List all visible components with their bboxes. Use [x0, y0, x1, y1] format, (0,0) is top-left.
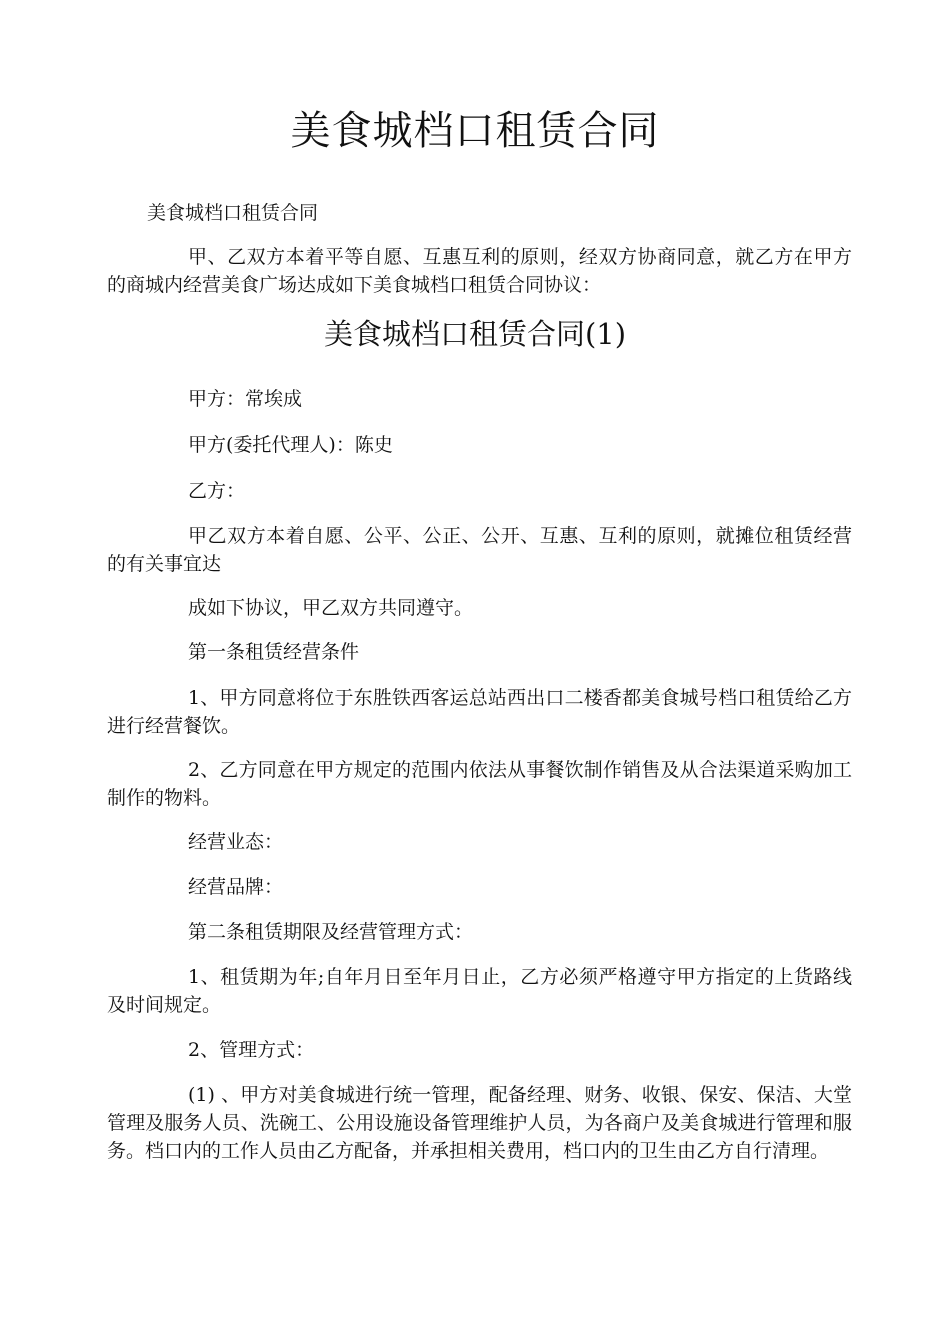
party-a: 甲方：常埃成	[188, 388, 303, 410]
article2-title: 第二条租赁期限及经营管理方式：	[188, 921, 474, 943]
intro-paragraph: 甲、乙双方本着平等自愿、互惠互利的原则，经双方协商同意，就乙方在甲方的商城内经营美食广场达成如下美食城档口租赁合同协议：	[107, 246, 852, 296]
party-b: 乙方：	[188, 480, 246, 502]
business-type: 经营业态：	[188, 831, 284, 853]
article2-item1: 1、租赁期为年;自年月日至年月日止，乙方必须严格遵守甲方指定的上货路线及时间规定。	[107, 966, 852, 1016]
article1-item2: 2、乙方同意在甲方规定的范围内依法从事餐饮制作销售及从合法渠道采购加工制作的物料。	[107, 759, 852, 809]
business-brand: 经营品牌：	[188, 876, 284, 898]
article1-item1: 1、甲方同意将位于东胜铁西客运总站西出口二楼香都美食城号档口租赁给乙方进行经营餐饮。	[107, 687, 852, 737]
article2-item2-sub1: (1) 、甲方对美食城进行统一管理，配备经理、财务、收银、保安、保洁、大堂管理及服务人员、洗碗工、公用设施设备管理维护人员，为各商户及美食城进行管理和服务。档口内的工作人员由乙方配备，并承担相关费用，档口内的卫生由乙方自行清理。	[107, 1084, 852, 1162]
section-title: 美食城档口租赁合同(1)	[323, 317, 627, 351]
document-title: 美食城档口租赁合同	[290, 108, 660, 154]
agreement-line: 成如下协议，甲乙双方共同遵守。	[188, 597, 474, 619]
article2-item2: 2、管理方式：	[188, 1039, 315, 1061]
article1-title: 第一条租赁经营条件	[188, 641, 360, 663]
intro-label: 美食城档口租赁合同	[147, 202, 319, 224]
principle-paragraph: 甲乙双方本着自愿、公平、公正、公开、互惠、互利的原则，就摊位租赁经营的有关事宜达	[107, 525, 852, 575]
party-a-agent: 甲方(委托代理人)：陈史	[188, 434, 393, 456]
